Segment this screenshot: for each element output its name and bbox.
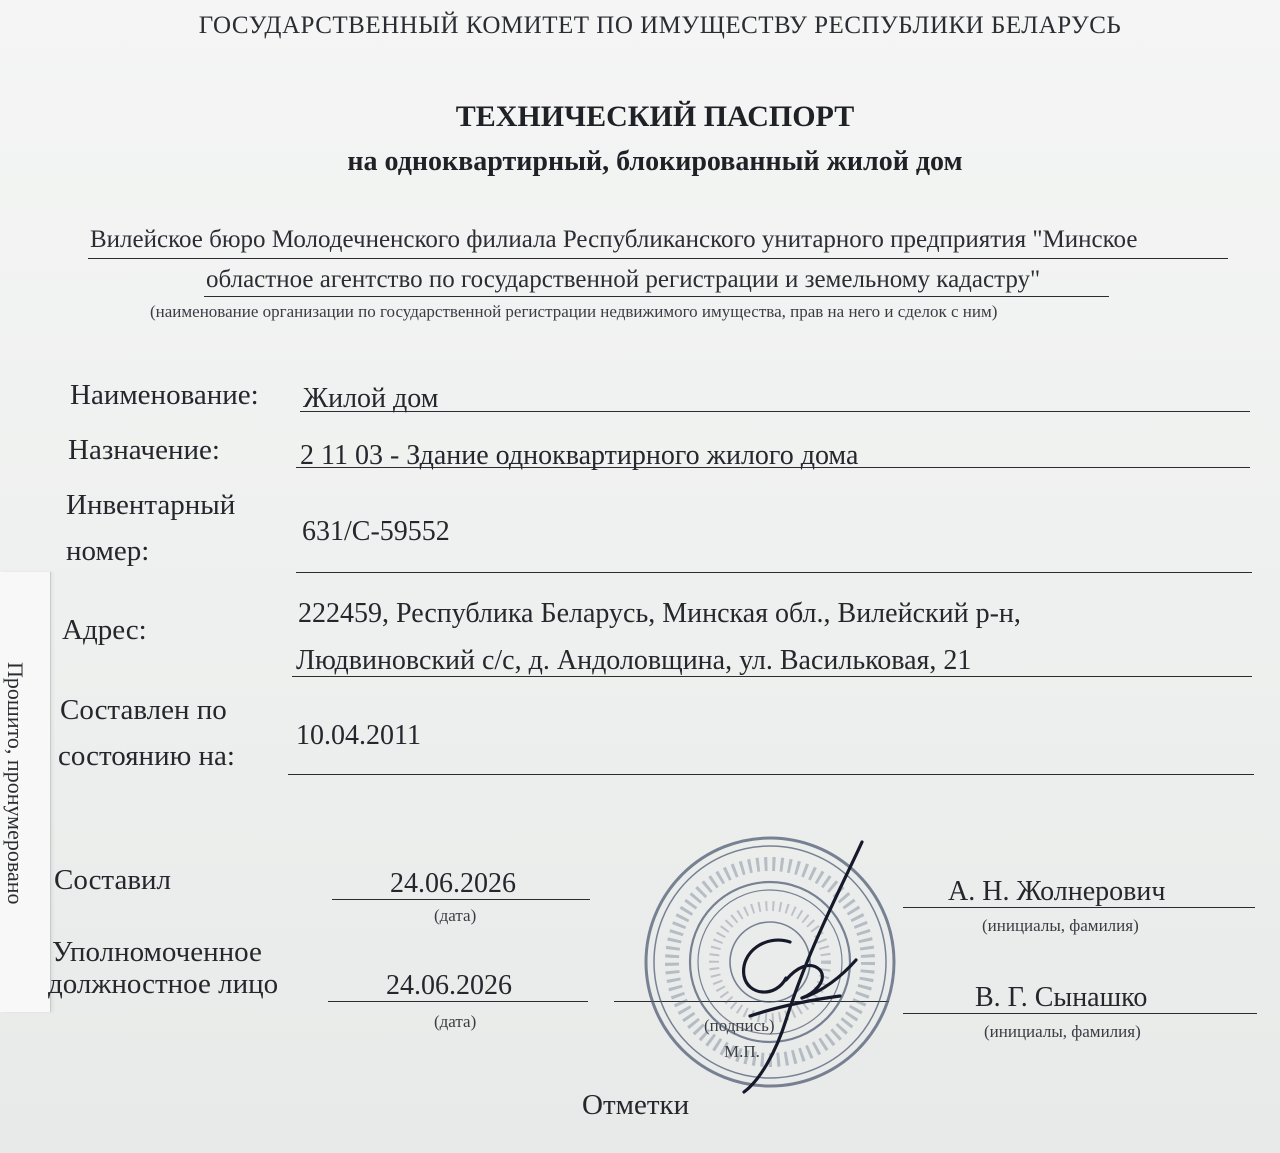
- state-label-2: состоянию на:: [58, 740, 235, 772]
- organization-note: (наименование организации по государственной регистрации недвижимого имущества, прав на него и сделок с ним): [150, 302, 998, 321]
- official-name-caption: (инициалы, фамилия): [984, 1022, 1141, 1041]
- committee-header: ГОСУДАРСТВЕННЫЙ КОМИТЕТ ПО ИМУЩЕСТВУ РЕСПУБЛИКИ БЕЛАРУСЬ: [198, 12, 1122, 39]
- compiled-date-underline: [332, 899, 590, 900]
- state-underline: [288, 774, 1254, 775]
- address-label: Адрес:: [62, 614, 147, 646]
- handwritten-signature-icon: [690, 830, 890, 1100]
- compiled-date: 24.06.2026: [390, 868, 516, 899]
- inventory-value: 631/С-59552: [302, 516, 450, 547]
- signature-caption: (подпись): [704, 1016, 775, 1035]
- official-label-2: должностное лицо: [48, 968, 279, 1000]
- organization-underline-1: [88, 258, 1228, 259]
- document-title: ТЕХНИЧЕСКИЙ ПАСПОРТ: [455, 100, 855, 133]
- seal-caption: М.П.: [724, 1042, 760, 1061]
- inventory-label-2: номер:: [66, 535, 150, 567]
- compiled-label: Составил: [54, 864, 172, 896]
- inventory-underline: [296, 572, 1252, 573]
- purpose-underline: [296, 467, 1250, 468]
- inventory-label-1: Инвентарный: [66, 489, 236, 521]
- organization-line-2: областное агентство по государственной регистрации и земельному кадастру": [206, 266, 1041, 293]
- name-label: Наименование:: [70, 379, 259, 411]
- address-line-1: 222459, Республика Беларусь, Минская обл., Вилейский р-н,: [298, 598, 1021, 629]
- state-label-1: Составлен по: [60, 694, 227, 726]
- name-underline: [300, 411, 1250, 412]
- marks-label: Отметки: [582, 1089, 690, 1121]
- purpose-value: 2 11 03 - Здание одноквартирного жилого дома: [300, 440, 859, 471]
- official-name-underline: [903, 1013, 1257, 1014]
- organization-line-1: Вилейское бюро Молодечненского филиала Республиканского унитарного предприятия "Минское: [90, 226, 1138, 253]
- state-value: 10.04.2011: [296, 720, 421, 751]
- official-label-1: Уполномоченное: [52, 936, 262, 968]
- address-line-2: Людвиновский с/с, д. Андоловщина, ул. Васильковая, 21: [296, 645, 972, 676]
- name-value: Жилой дом: [303, 383, 439, 414]
- compiled-date-caption: (дата): [434, 906, 477, 925]
- address-underline: [292, 676, 1252, 677]
- official-date-underline: [328, 1001, 588, 1002]
- compiled-name-underline: [903, 907, 1255, 908]
- document-subtitle: на одноквартирный, блокированный жилой дом: [347, 146, 963, 177]
- official-date-caption: (дата): [434, 1012, 477, 1031]
- official-name: В. Г. Сынашко: [975, 982, 1148, 1013]
- binding-note: Прошито, пронумеровано: [3, 662, 28, 905]
- organization-underline-2: [204, 296, 1109, 297]
- purpose-label: Назначение:: [68, 434, 220, 466]
- compiled-name-caption: (инициалы, фамилия): [982, 916, 1139, 935]
- official-date: 24.06.2026: [386, 970, 512, 1001]
- compiled-name: А. Н. Жолнерович: [948, 876, 1166, 907]
